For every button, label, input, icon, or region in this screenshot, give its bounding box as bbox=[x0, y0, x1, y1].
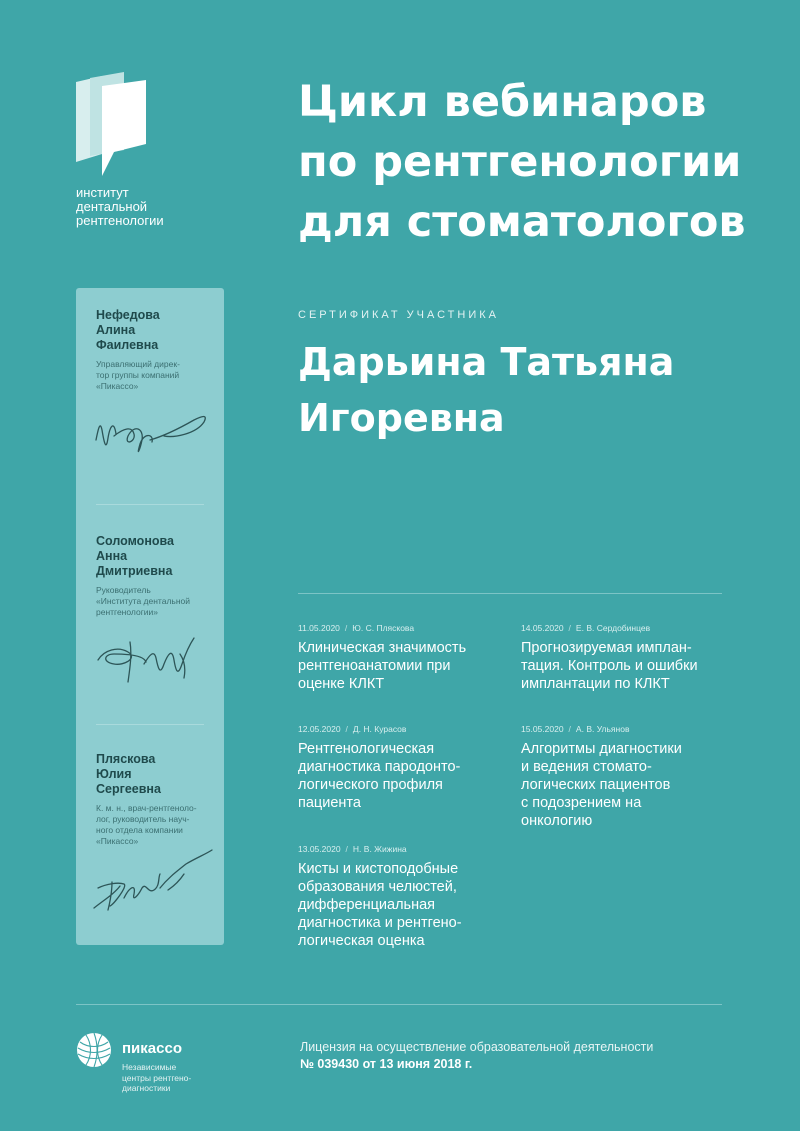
institute-logo-icon bbox=[76, 72, 148, 176]
webinar-meta: 14.05.2020 / Е. В. Сердобинцев bbox=[521, 623, 651, 633]
picasso-logo-icon bbox=[76, 1032, 112, 1068]
certificate-label: СЕРТИФИКАТ УЧАСТНИКА bbox=[298, 309, 499, 321]
webinar-meta: 15.05.2020 / А. В. Ульянов bbox=[521, 724, 630, 734]
institute-logo-text: институт дентальной рентгенологии bbox=[76, 185, 164, 228]
divider bbox=[298, 593, 722, 594]
institute-logo bbox=[76, 72, 236, 228]
signer-name: Нефедова Алина Фаилевна bbox=[96, 308, 160, 352]
webinar-date: 11.05.2020 bbox=[298, 623, 340, 633]
webinar-date: 12.05.2020 bbox=[298, 724, 341, 734]
picasso-name: пикассо bbox=[122, 1040, 182, 1057]
webinar-date: 13.05.2020 bbox=[298, 844, 341, 854]
webinar-date: 15.05.2020 bbox=[521, 724, 564, 734]
signer-role: Управляющий дирек- тор группы компаний «Пикассо» bbox=[96, 359, 180, 391]
webinar-item bbox=[298, 844, 508, 950]
signer-block bbox=[96, 534, 214, 618]
webinar-item bbox=[521, 623, 731, 693]
webinar-title: Кисты и кистоподобные образования челюстей, дифференциальная диагностика и рентгено- логическая оценка bbox=[298, 861, 462, 949]
signer-role: Руководитель «Института дентальной рентгенологии» bbox=[96, 585, 191, 617]
signer-block bbox=[96, 752, 214, 847]
signer-name: Соломонова Анна Дмитриевна bbox=[96, 534, 174, 578]
webinar-speaker: Д. Н. Курасов bbox=[352, 724, 407, 734]
signer-block bbox=[96, 308, 214, 392]
signer-role: К. м. н., врач-рентгеноло- лог, руководитель науч- ного отдела компании «Пикассо» bbox=[96, 803, 197, 846]
webinar-title: Прогнозируемая имплан- тация. Контроль и ошибки имплантации по КЛКТ bbox=[521, 640, 698, 692]
webinar-item bbox=[298, 623, 508, 693]
license-text: Лицензия на осуществление образовательной деятельности № 039430 от 13 июня 2018 г. bbox=[300, 1040, 654, 1071]
picasso-subtitle: Независимые центры рентгено- диагностики bbox=[122, 1062, 192, 1093]
webinar-title: Алгоритмы диагностики и ведения стомато- логических пациентов с подозрением на онкологию bbox=[521, 741, 682, 829]
webinar-title: Рентгенологическая диагностика пародонто- логического профиля пациента bbox=[298, 741, 461, 811]
signature-image bbox=[84, 848, 214, 918]
webinar-meta: 11.05.2020 / Ю. С. Пляскова bbox=[298, 623, 415, 633]
divider bbox=[96, 504, 204, 505]
page-title: Цикл вебинаров по рентгенологии для стоматологов bbox=[298, 77, 746, 247]
participant-name: Дарьина Татьяна Игоревна bbox=[298, 340, 675, 440]
webinar-speaker: Ю. С. Пляскова bbox=[352, 623, 415, 633]
webinar-title: Клиническая значимость рентгеноанатомии при оценке КЛКТ bbox=[298, 640, 467, 692]
webinar-speaker: Е. В. Сердобинцев bbox=[575, 623, 651, 633]
webinar-speaker: А. В. Ульянов bbox=[575, 724, 630, 734]
divider bbox=[96, 724, 204, 725]
signature-image bbox=[84, 400, 214, 470]
webinar-date: 14.05.2020 bbox=[521, 623, 564, 633]
webinar-meta: 13.05.2020 / Н. В. Жижина bbox=[298, 844, 407, 854]
divider bbox=[76, 1004, 722, 1005]
webinar-speaker: Н. В. Жижина bbox=[352, 844, 407, 854]
signers-panel bbox=[76, 288, 224, 945]
webinar-item bbox=[298, 724, 508, 812]
webinar-meta: 12.05.2020 / Д. Н. Курасов bbox=[298, 724, 407, 734]
webinar-item bbox=[521, 724, 731, 830]
signer-name: Пляскова Юлия Сергеевна bbox=[96, 752, 161, 796]
signature-image bbox=[84, 624, 214, 694]
